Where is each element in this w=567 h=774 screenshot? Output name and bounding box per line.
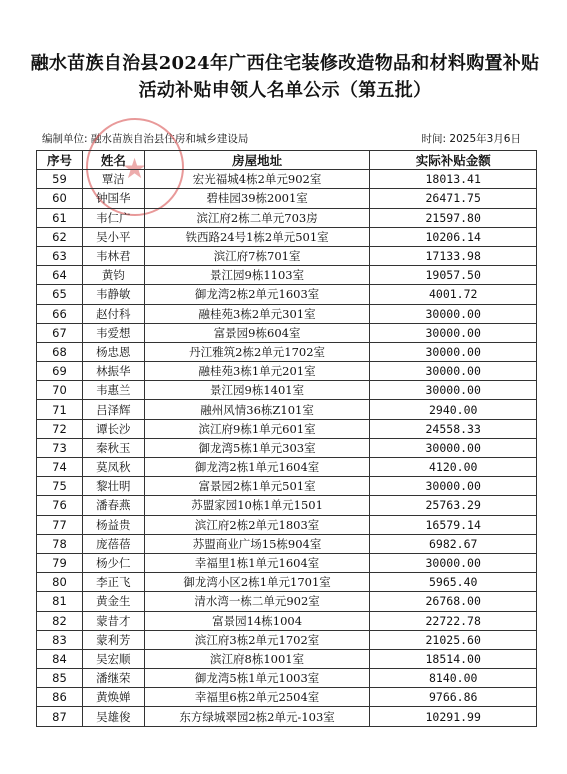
cell-name: 潘春燕 — [82, 496, 144, 515]
table-row — [37, 170, 537, 189]
cell-name: 黎壮明 — [82, 477, 144, 496]
cell-name: 韦爱想 — [82, 323, 144, 342]
table-header-row — [37, 151, 537, 170]
cell-amount: 26768.00 — [370, 592, 537, 611]
cell-no: 66 — [37, 304, 83, 323]
cell-address: 苏盟商业广场15栋904室 — [144, 534, 370, 553]
table-row — [37, 553, 537, 572]
cell-amount: 4001.72 — [370, 285, 537, 304]
cell-address: 景江园9栋1103室 — [144, 266, 370, 285]
cell-amount: 30000.00 — [370, 342, 537, 361]
table-row — [37, 400, 537, 419]
cell-address: 滨江府7栋701室 — [144, 246, 370, 265]
cell-name: 黄焕婵 — [82, 688, 144, 707]
cell-name: 黄钧 — [82, 266, 144, 285]
cell-name: 莫凤秋 — [82, 458, 144, 477]
cell-no: 87 — [37, 707, 83, 726]
cell-name: 潘继荣 — [82, 669, 144, 688]
cell-address: 滨江府2栋二单元703房 — [144, 208, 370, 227]
table-row — [37, 573, 537, 592]
cell-address: 融桂苑3栋2单元301室 — [144, 304, 370, 323]
cell-address: 富景园9栋604室 — [144, 323, 370, 342]
table-row — [37, 208, 537, 227]
cell-no: 74 — [37, 458, 83, 477]
cell-amount: 25763.29 — [370, 496, 537, 515]
cell-name: 覃洁 — [82, 170, 144, 189]
table-row — [37, 419, 537, 438]
table-row — [37, 669, 537, 688]
table-row — [37, 496, 537, 515]
cell-address: 滨江府2栋2单元1803室 — [144, 515, 370, 534]
table-row — [37, 323, 537, 342]
cell-amount: 2940.00 — [370, 400, 537, 419]
cell-amount: 16579.14 — [370, 515, 537, 534]
cell-no: 86 — [37, 688, 83, 707]
cell-amount: 18013.41 — [370, 170, 537, 189]
header-no: 序号 — [37, 151, 83, 170]
publish-date: 2025年3月6日 — [449, 133, 521, 145]
cell-no: 76 — [37, 496, 83, 515]
cell-address: 景江园9栋1401室 — [144, 381, 370, 400]
cell-name: 吴宏顺 — [82, 649, 144, 668]
cell-no: 82 — [37, 611, 83, 630]
cell-name: 韦林君 — [82, 246, 144, 265]
cell-amount: 26471.75 — [370, 189, 537, 208]
table-row — [37, 630, 537, 649]
header-amount: 实际补贴金额 — [370, 151, 537, 170]
table-row — [37, 438, 537, 457]
table-row — [37, 246, 537, 265]
cell-address: 苏盟家园10栋1单元1501 — [144, 496, 370, 515]
cell-amount: 9766.86 — [370, 688, 537, 707]
cell-address: 御龙湾小区2栋1单元1701室 — [144, 573, 370, 592]
cell-address: 御龙湾5栋1单元303室 — [144, 438, 370, 457]
table-row — [37, 477, 537, 496]
cell-address: 富景园14栋1004 — [144, 611, 370, 630]
cell-name: 秦秋玉 — [82, 438, 144, 457]
cell-amount: 19057.50 — [370, 266, 537, 285]
cell-amount: 18514.00 — [370, 649, 537, 668]
cell-no: 79 — [37, 553, 83, 572]
cell-name: 韦仁广 — [82, 208, 144, 227]
cell-amount: 30000.00 — [370, 553, 537, 572]
cell-no: 63 — [37, 246, 83, 265]
table-row — [37, 342, 537, 361]
cell-name: 杨益贵 — [82, 515, 144, 534]
cell-amount: 30000.00 — [370, 438, 537, 457]
cell-no: 67 — [37, 323, 83, 342]
recipient-table — [36, 150, 537, 727]
cell-no: 60 — [37, 189, 83, 208]
cell-no: 61 — [37, 208, 83, 227]
cell-name: 吴雄俊 — [82, 707, 144, 726]
cell-name: 杨忠恩 — [82, 342, 144, 361]
table-row — [37, 515, 537, 534]
cell-amount: 10206.14 — [370, 227, 537, 246]
cell-no: 59 — [37, 170, 83, 189]
header-name: 姓名 — [82, 151, 144, 170]
table-row — [37, 534, 537, 553]
cell-amount: 21025.60 — [370, 630, 537, 649]
cell-name: 谭长沙 — [82, 419, 144, 438]
cell-name: 韦静敏 — [82, 285, 144, 304]
cell-address: 幸福里6栋2单元2504室 — [144, 688, 370, 707]
cell-address: 融州风情36栋Z101室 — [144, 400, 370, 419]
table-row — [37, 189, 537, 208]
cell-amount: 4120.00 — [370, 458, 537, 477]
table-row — [37, 362, 537, 381]
seal-star-icon: ★ — [122, 152, 148, 185]
table-row — [37, 227, 537, 246]
cell-amount: 17133.98 — [370, 246, 537, 265]
cell-address: 滨江府8栋1001室 — [144, 649, 370, 668]
cell-address: 幸福里1栋1单元1604室 — [144, 553, 370, 572]
cell-address: 融桂苑3栋1单元201室 — [144, 362, 370, 381]
table-body — [37, 170, 537, 726]
cell-name: 钟国华 — [82, 189, 144, 208]
cell-name: 庞蓓蓓 — [82, 534, 144, 553]
cell-no: 83 — [37, 630, 83, 649]
cell-amount: 30000.00 — [370, 477, 537, 496]
cell-name: 林振华 — [82, 362, 144, 381]
cell-amount: 22722.78 — [370, 611, 537, 630]
cell-no: 70 — [37, 381, 83, 400]
cell-no: 69 — [37, 362, 83, 381]
cell-no: 64 — [37, 266, 83, 285]
cell-address: 碧桂园39栋2001室 — [144, 189, 370, 208]
cell-amount: 6982.67 — [370, 534, 537, 553]
compiler-name: 融水苗族自治县住房和城乡建设局 — [90, 133, 249, 145]
cell-address: 清水湾一栋二单元902室 — [144, 592, 370, 611]
cell-address: 东方绿城翠园2栋2单元-103室 — [144, 707, 370, 726]
cell-name: 吴小平 — [82, 227, 144, 246]
cell-no: 71 — [37, 400, 83, 419]
table-row — [37, 458, 537, 477]
cell-no: 85 — [37, 669, 83, 688]
table-row — [37, 688, 537, 707]
cell-address: 滨江府3栋2单元1702室 — [144, 630, 370, 649]
cell-address: 御龙湾2栋1单元1604室 — [144, 458, 370, 477]
cell-name: 蒙昔才 — [82, 611, 144, 630]
table-row — [37, 381, 537, 400]
cell-amount: 30000.00 — [370, 381, 537, 400]
cell-name: 蒙利芳 — [82, 630, 144, 649]
table-row — [37, 285, 537, 304]
table-row — [37, 611, 537, 630]
cell-address: 御龙湾5栋1单元1003室 — [144, 669, 370, 688]
table-row — [37, 304, 537, 323]
cell-no: 77 — [37, 515, 83, 534]
compiler-label: 编制单位: — [42, 133, 88, 145]
cell-amount: 30000.00 — [370, 304, 537, 323]
cell-no: 62 — [37, 227, 83, 246]
cell-address: 铁西路24号1栋2单元501室 — [144, 227, 370, 246]
cell-no: 78 — [37, 534, 83, 553]
cell-amount: 21597.80 — [370, 208, 537, 227]
cell-no: 65 — [37, 285, 83, 304]
cell-amount: 5965.40 — [370, 573, 537, 592]
table-row — [37, 707, 537, 726]
cell-no: 75 — [37, 477, 83, 496]
cell-no: 84 — [37, 649, 83, 668]
cell-no: 73 — [37, 438, 83, 457]
cell-amount: 30000.00 — [370, 323, 537, 342]
cell-no: 68 — [37, 342, 83, 361]
cell-no: 81 — [37, 592, 83, 611]
cell-name: 杨少仁 — [82, 553, 144, 572]
table-row — [37, 592, 537, 611]
date-info — [422, 131, 521, 146]
time-label: 时间: — [421, 133, 447, 145]
cell-name: 吕泽辉 — [82, 400, 144, 419]
cell-amount: 30000.00 — [370, 362, 537, 381]
cell-no: 80 — [37, 573, 83, 592]
table-row — [37, 649, 537, 668]
cell-amount: 10291.99 — [370, 707, 537, 726]
page-title: 融水苗族自治县2024年广西住宅装修改造物品和材料购置补贴活动补贴申领人名单公示（第五批） — [30, 53, 540, 101]
cell-address: 富景园2栋1单元501室 — [144, 477, 370, 496]
header-address: 房屋地址 — [144, 151, 370, 170]
cell-address: 御龙湾2栋2单元1603室 — [144, 285, 370, 304]
cell-name: 黄金生 — [82, 592, 144, 611]
cell-amount: 24558.33 — [370, 419, 537, 438]
cell-address: 丹江雅筑2栋2单元1702室 — [144, 342, 370, 361]
cell-address: 滨江府9栋1单元601室 — [144, 419, 370, 438]
table-row — [37, 266, 537, 285]
cell-name: 李正飞 — [82, 573, 144, 592]
cell-address: 宏光福城4栋2单元902室 — [144, 170, 370, 189]
cell-amount: 8140.00 — [370, 669, 537, 688]
cell-name: 韦惠兰 — [82, 381, 144, 400]
cell-no: 72 — [37, 419, 83, 438]
cell-name: 赵付科 — [82, 304, 144, 323]
